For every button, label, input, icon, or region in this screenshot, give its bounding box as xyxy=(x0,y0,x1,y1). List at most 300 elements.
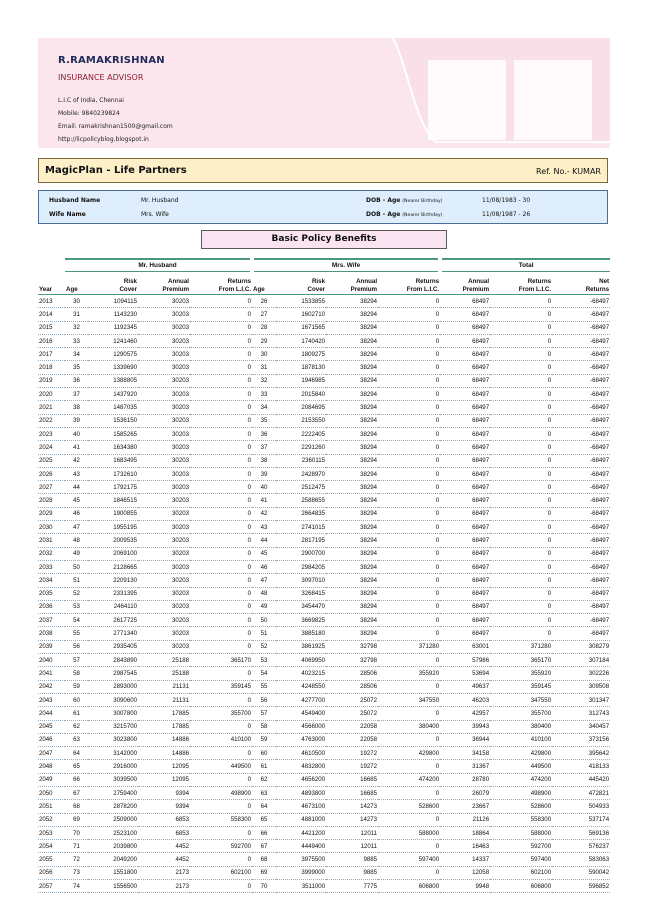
table-row xyxy=(38,680,610,693)
cell-premium-total: 46203 xyxy=(440,693,490,706)
cell-age-husband: 37 xyxy=(65,388,88,401)
cell-risk-cover-wife: 4549400 xyxy=(276,707,326,720)
cell-premium-husband: 17885 xyxy=(138,720,190,733)
cell-returns-husband: 0 xyxy=(190,826,252,839)
cell-age-husband: 68 xyxy=(65,800,88,813)
cell-risk-cover-wife: 2984205 xyxy=(276,560,326,573)
col-year: Year xyxy=(38,272,65,295)
cell-returns-husband: 0 xyxy=(190,614,252,627)
table-row xyxy=(38,547,610,560)
cell-year: 2015 xyxy=(38,321,65,334)
cell-year: 2040 xyxy=(38,654,65,667)
cell-year: 2020 xyxy=(38,388,65,401)
cell-age-husband: 53 xyxy=(65,600,88,613)
cell-net-returns: -68497 xyxy=(552,401,610,414)
cell-premium-wife: 12011 xyxy=(326,840,378,853)
cell-returns-total: 355920 xyxy=(490,667,552,680)
cell-returns-total: 592700 xyxy=(490,840,552,853)
cell-net-returns: 395642 xyxy=(552,747,610,760)
cell-returns-husband: 0 xyxy=(190,295,252,308)
cell-risk-cover-wife: 3669825 xyxy=(276,614,326,627)
cell-risk-cover-wife: 3885180 xyxy=(276,627,326,640)
cell-returns-wife: 0 xyxy=(378,614,440,627)
benefits-table-body xyxy=(38,295,610,893)
cell-returns-wife: 0 xyxy=(378,521,440,534)
cell-premium-husband: 30203 xyxy=(138,348,190,361)
table-row xyxy=(38,866,610,879)
cell-premium-wife: 28506 xyxy=(326,680,378,693)
cell-year: 2053 xyxy=(38,826,65,839)
cell-premium-husband: 30203 xyxy=(138,401,190,414)
cell-year: 2013 xyxy=(38,295,65,308)
cell-premium-husband: 21131 xyxy=(138,680,190,693)
cell-returns-wife: 0 xyxy=(378,481,440,494)
cell-premium-total: 16463 xyxy=(440,840,490,853)
cell-returns-total: 0 xyxy=(490,467,552,480)
cell-premium-total: 68497 xyxy=(440,494,490,507)
cell-premium-total: 68497 xyxy=(440,308,490,321)
cell-returns-total: 0 xyxy=(490,374,552,387)
cell-returns-husband: 355700 xyxy=(190,707,252,720)
cell-premium-total: 68497 xyxy=(440,507,490,520)
cell-premium-husband: 14886 xyxy=(138,747,190,760)
group-header-blank xyxy=(38,259,65,272)
cell-age-wife: 33 xyxy=(252,388,276,401)
cell-age-wife: 40 xyxy=(252,481,276,494)
advisor-website: http://licpolicyblog.blogspot.in xyxy=(58,136,149,143)
cell-returns-total: 0 xyxy=(490,521,552,534)
cell-premium-total: 31367 xyxy=(440,760,490,773)
cell-net-returns: -68497 xyxy=(552,308,610,321)
cell-age-husband: 49 xyxy=(65,547,88,560)
cell-premium-wife: 25072 xyxy=(326,693,378,706)
cell-premium-wife: 38294 xyxy=(326,521,378,534)
cell-net-returns: -68497 xyxy=(552,627,610,640)
cell-age-husband: 48 xyxy=(65,534,88,547)
cell-returns-husband: 0 xyxy=(190,547,252,560)
cell-age-husband: 59 xyxy=(65,680,88,693)
cell-risk-cover-wife: 1602710 xyxy=(276,308,326,321)
cell-premium-husband: 2173 xyxy=(138,866,190,879)
cell-premium-husband: 2173 xyxy=(138,880,190,893)
col-risk-cover-wife: Risk Cover xyxy=(276,272,326,295)
cell-returns-total: 474200 xyxy=(490,773,552,786)
table-row xyxy=(38,361,610,374)
cell-premium-husband: 30203 xyxy=(138,494,190,507)
col-premium-wife: Annual Premium xyxy=(326,272,378,295)
cell-premium-husband: 30203 xyxy=(138,481,190,494)
cell-risk-cover-wife: 4566000 xyxy=(276,720,326,733)
cell-returns-total: 429800 xyxy=(490,747,552,760)
table-row xyxy=(38,295,610,308)
cell-returns-total: 0 xyxy=(490,321,552,334)
cell-returns-wife: 0 xyxy=(378,534,440,547)
cell-year: 2016 xyxy=(38,334,65,347)
cell-year: 2051 xyxy=(38,800,65,813)
header-photo-box-2 xyxy=(514,60,592,140)
cell-risk-cover-wife: 3861925 xyxy=(276,640,326,653)
cell-age-wife: 45 xyxy=(252,547,276,560)
cell-risk-cover-wife: 2741015 xyxy=(276,521,326,534)
cell-returns-wife: 0 xyxy=(378,348,440,361)
cell-risk-cover-wife: 4421200 xyxy=(276,826,326,839)
cell-risk-cover-husband: 2771340 xyxy=(88,627,138,640)
cell-risk-cover-husband: 2128665 xyxy=(88,560,138,573)
cell-returns-husband: 0 xyxy=(190,334,252,347)
cell-returns-total: 0 xyxy=(490,574,552,587)
cell-year: 2028 xyxy=(38,494,65,507)
cell-premium-wife: 38294 xyxy=(326,374,378,387)
cell-returns-wife: 0 xyxy=(378,388,440,401)
cell-net-returns: 373156 xyxy=(552,733,610,746)
cell-returns-husband: 0 xyxy=(190,693,252,706)
cell-returns-total: 498900 xyxy=(490,786,552,799)
cell-risk-cover-wife: 1809275 xyxy=(276,348,326,361)
cell-returns-total: 0 xyxy=(490,388,552,401)
cell-age-husband: 51 xyxy=(65,574,88,587)
cell-returns-total: 528600 xyxy=(490,800,552,813)
cell-risk-cover-wife: 3999000 xyxy=(276,866,326,879)
cell-premium-wife: 19272 xyxy=(326,760,378,773)
cell-returns-total: 0 xyxy=(490,627,552,640)
cell-premium-total: 39943 xyxy=(440,720,490,733)
cell-age-wife: 46 xyxy=(252,560,276,573)
cell-risk-cover-wife: 4881000 xyxy=(276,813,326,826)
col-premium-total: Annual Premium xyxy=(440,272,490,295)
reference-number: Ref. No.- KUMAR xyxy=(536,167,601,176)
cell-age-wife: 42 xyxy=(252,507,276,520)
cell-risk-cover-husband: 3039500 xyxy=(88,773,138,786)
cell-age-wife: 47 xyxy=(252,574,276,587)
cell-returns-wife: 0 xyxy=(378,707,440,720)
cell-age-husband: 36 xyxy=(65,374,88,387)
cell-premium-wife: 38294 xyxy=(326,467,378,480)
cell-premium-wife: 38294 xyxy=(326,600,378,613)
cell-age-husband: 63 xyxy=(65,733,88,746)
cell-returns-husband: 0 xyxy=(190,494,252,507)
cell-premium-total: 68497 xyxy=(440,560,490,573)
cell-age-husband: 31 xyxy=(65,308,88,321)
cell-risk-cover-wife: 1671565 xyxy=(276,321,326,334)
cell-year: 2022 xyxy=(38,414,65,427)
cell-returns-husband: 0 xyxy=(190,587,252,600)
cell-age-husband: 62 xyxy=(65,720,88,733)
table-row xyxy=(38,733,610,746)
cell-year: 2025 xyxy=(38,454,65,467)
cell-premium-total: 68497 xyxy=(440,467,490,480)
cell-year: 2031 xyxy=(38,534,65,547)
cell-premium-total: 49637 xyxy=(440,680,490,693)
cell-age-wife: 65 xyxy=(252,813,276,826)
cell-returns-wife: 0 xyxy=(378,374,440,387)
cell-age-husband: 46 xyxy=(65,507,88,520)
table-row xyxy=(38,826,610,839)
cell-risk-cover-husband: 1094115 xyxy=(88,295,138,308)
cell-age-wife: 63 xyxy=(252,786,276,799)
cell-age-husband: 39 xyxy=(65,414,88,427)
cell-risk-cover-wife: 4656200 xyxy=(276,773,326,786)
cell-premium-husband: 30203 xyxy=(138,614,190,627)
table-row xyxy=(38,534,610,547)
cell-premium-husband: 30203 xyxy=(138,627,190,640)
cell-returns-husband: 0 xyxy=(190,853,252,866)
cell-net-returns: -68497 xyxy=(552,494,610,507)
cell-age-wife: 62 xyxy=(252,773,276,786)
cell-returns-wife: 0 xyxy=(378,574,440,587)
husband-dob-label: DOB - Age (Nearer Birthday) xyxy=(366,197,443,204)
cell-age-husband: 58 xyxy=(65,667,88,680)
cell-net-returns: 307184 xyxy=(552,654,610,667)
cell-age-husband: 44 xyxy=(65,481,88,494)
cell-premium-total: 68497 xyxy=(440,521,490,534)
cell-risk-cover-husband: 1536150 xyxy=(88,414,138,427)
col-age-wife: Age xyxy=(252,272,276,295)
cell-risk-cover-husband: 1585265 xyxy=(88,427,138,440)
cell-net-returns: 301347 xyxy=(552,693,610,706)
table-row xyxy=(38,786,610,799)
table-row xyxy=(38,454,610,467)
cell-returns-total: 0 xyxy=(490,560,552,573)
cell-age-husband: 50 xyxy=(65,560,88,573)
cell-risk-cover-husband: 1339690 xyxy=(88,361,138,374)
cell-net-returns: -68497 xyxy=(552,614,610,627)
cell-net-returns: -68497 xyxy=(552,454,610,467)
cell-returns-wife: 0 xyxy=(378,654,440,667)
cell-premium-total: 23667 xyxy=(440,800,490,813)
cell-age-wife: 43 xyxy=(252,521,276,534)
cell-year: 2026 xyxy=(38,467,65,480)
cell-premium-total: 68497 xyxy=(440,401,490,414)
cell-premium-wife: 16685 xyxy=(326,773,378,786)
cell-age-husband: 71 xyxy=(65,840,88,853)
table-row xyxy=(38,374,610,387)
cell-returns-wife: 474200 xyxy=(378,773,440,786)
cell-year: 2047 xyxy=(38,747,65,760)
cell-premium-wife: 12011 xyxy=(326,826,378,839)
cell-premium-husband: 6853 xyxy=(138,826,190,839)
cell-returns-total: 588000 xyxy=(490,826,552,839)
cell-returns-total: 558300 xyxy=(490,813,552,826)
cell-returns-total: 0 xyxy=(490,441,552,454)
cell-returns-husband: 0 xyxy=(190,374,252,387)
cell-premium-husband: 30203 xyxy=(138,640,190,653)
cell-premium-total: 18864 xyxy=(440,826,490,839)
cell-net-returns: 537174 xyxy=(552,813,610,826)
cell-premium-total: 68497 xyxy=(440,321,490,334)
cell-net-returns: 302226 xyxy=(552,667,610,680)
cell-year: 2034 xyxy=(38,574,65,587)
table-row xyxy=(38,494,610,507)
cell-risk-cover-husband: 1634380 xyxy=(88,441,138,454)
cell-returns-husband: 0 xyxy=(190,441,252,454)
cell-premium-husband: 4452 xyxy=(138,853,190,866)
cell-returns-husband: 410100 xyxy=(190,733,252,746)
cell-risk-cover-husband: 2617725 xyxy=(88,614,138,627)
cell-returns-total: 410100 xyxy=(490,733,552,746)
cell-risk-cover-husband: 2039800 xyxy=(88,840,138,853)
cell-premium-husband: 30203 xyxy=(138,321,190,334)
cell-age-wife: 56 xyxy=(252,693,276,706)
cell-premium-husband: 6853 xyxy=(138,813,190,826)
table-row xyxy=(38,401,610,414)
cell-returns-total: 380400 xyxy=(490,720,552,733)
cell-returns-wife: 371280 xyxy=(378,640,440,653)
cell-returns-wife: 0 xyxy=(378,454,440,467)
cell-net-returns: -68497 xyxy=(552,507,610,520)
cell-risk-cover-wife: 2664835 xyxy=(276,507,326,520)
cell-returns-husband: 0 xyxy=(190,560,252,573)
cell-net-returns: 576237 xyxy=(552,840,610,853)
cell-age-wife: 41 xyxy=(252,494,276,507)
cell-premium-wife: 38294 xyxy=(326,334,378,347)
cell-age-wife: 69 xyxy=(252,866,276,879)
cell-premium-wife: 38294 xyxy=(326,534,378,547)
cell-age-wife: 54 xyxy=(252,667,276,680)
cell-returns-husband: 0 xyxy=(190,388,252,401)
cell-returns-husband: 0 xyxy=(190,720,252,733)
cell-premium-total: 68497 xyxy=(440,441,490,454)
cell-premium-total: 68497 xyxy=(440,374,490,387)
cell-risk-cover-wife: 3097010 xyxy=(276,574,326,587)
cell-risk-cover-wife: 4248550 xyxy=(276,680,326,693)
cell-premium-husband: 30203 xyxy=(138,295,190,308)
cell-premium-husband: 30203 xyxy=(138,507,190,520)
col-returns-husband: Returns From L.I.C. xyxy=(190,272,252,295)
cell-premium-husband: 21131 xyxy=(138,693,190,706)
cell-premium-total: 68497 xyxy=(440,587,490,600)
cell-age-wife: 60 xyxy=(252,747,276,760)
cell-net-returns: 590042 xyxy=(552,866,610,879)
cell-premium-husband: 30203 xyxy=(138,454,190,467)
cell-age-wife: 59 xyxy=(252,733,276,746)
cell-age-wife: 38 xyxy=(252,454,276,467)
cell-net-returns: -68497 xyxy=(552,414,610,427)
cell-returns-total: 371280 xyxy=(490,640,552,653)
table-row xyxy=(38,560,610,573)
table-row xyxy=(38,388,610,401)
cell-age-wife: 66 xyxy=(252,826,276,839)
cell-risk-cover-husband: 2331395 xyxy=(88,587,138,600)
column-header-row xyxy=(38,272,610,295)
cell-net-returns: -68497 xyxy=(552,441,610,454)
cell-premium-wife: 22058 xyxy=(326,733,378,746)
cell-age-husband: 41 xyxy=(65,441,88,454)
cell-premium-total: 68497 xyxy=(440,427,490,440)
cell-age-husband: 60 xyxy=(65,693,88,706)
cell-net-returns: 418133 xyxy=(552,760,610,773)
insured-details xyxy=(38,190,608,224)
cell-risk-cover-wife: 4610500 xyxy=(276,747,326,760)
cell-age-husband: 45 xyxy=(65,494,88,507)
cell-returns-husband: 0 xyxy=(190,773,252,786)
cell-year: 2043 xyxy=(38,693,65,706)
cell-age-husband: 40 xyxy=(65,427,88,440)
cell-risk-cover-husband: 1241460 xyxy=(88,334,138,347)
cell-risk-cover-wife: 4893800 xyxy=(276,786,326,799)
cell-premium-husband: 30203 xyxy=(138,467,190,480)
cell-risk-cover-husband: 1290575 xyxy=(88,348,138,361)
cell-premium-husband: 30203 xyxy=(138,534,190,547)
cell-returns-wife: 0 xyxy=(378,334,440,347)
cell-premium-husband: 12095 xyxy=(138,773,190,786)
cell-returns-wife: 0 xyxy=(378,361,440,374)
cell-risk-cover-husband: 2464110 xyxy=(88,600,138,613)
cell-risk-cover-husband: 3215700 xyxy=(88,720,138,733)
cell-net-returns: 472821 xyxy=(552,786,610,799)
table-row xyxy=(38,587,610,600)
benefits-table-wrapper xyxy=(38,258,610,893)
cell-risk-cover-husband: 2935405 xyxy=(88,640,138,653)
cell-net-returns: -68497 xyxy=(552,388,610,401)
cell-risk-cover-husband: 1556500 xyxy=(88,880,138,893)
cell-premium-total: 68497 xyxy=(440,600,490,613)
cell-year: 2014 xyxy=(38,308,65,321)
table-row xyxy=(38,627,610,640)
cell-year: 2042 xyxy=(38,680,65,693)
cell-returns-wife: 0 xyxy=(378,467,440,480)
cell-year: 2018 xyxy=(38,361,65,374)
cell-age-husband: 70 xyxy=(65,826,88,839)
cell-premium-husband: 9394 xyxy=(138,800,190,813)
cell-year: 2037 xyxy=(38,614,65,627)
cell-risk-cover-wife: 2900700 xyxy=(276,547,326,560)
cell-age-wife: 49 xyxy=(252,600,276,613)
cell-net-returns: 340457 xyxy=(552,720,610,733)
cell-age-husband: 35 xyxy=(65,361,88,374)
cell-premium-wife: 38294 xyxy=(326,361,378,374)
cell-risk-cover-husband: 2209130 xyxy=(88,574,138,587)
cell-premium-total: 68497 xyxy=(440,454,490,467)
table-row xyxy=(38,334,610,347)
cell-premium-total: 34158 xyxy=(440,747,490,760)
cell-age-wife: 36 xyxy=(252,427,276,440)
cell-net-returns: 504933 xyxy=(552,800,610,813)
cell-risk-cover-husband: 2893000 xyxy=(88,680,138,693)
cell-year: 2055 xyxy=(38,853,65,866)
wife-dob-age: 11/08/1987 - 26 xyxy=(482,211,531,218)
cell-premium-total: 63001 xyxy=(440,640,490,653)
cell-premium-wife: 9885 xyxy=(326,866,378,879)
cell-returns-husband: 0 xyxy=(190,667,252,680)
group-header-wife: Mrs. Wife xyxy=(252,259,440,272)
cell-premium-total: 68497 xyxy=(440,334,490,347)
cell-age-wife: 58 xyxy=(252,720,276,733)
cell-risk-cover-husband: 1551800 xyxy=(88,866,138,879)
cell-risk-cover-husband: 1388805 xyxy=(88,374,138,387)
cell-returns-wife: 0 xyxy=(378,627,440,640)
cell-year: 2017 xyxy=(38,348,65,361)
cell-risk-cover-wife: 4023215 xyxy=(276,667,326,680)
advisor-company: L.I.C of India, Chennai xyxy=(58,97,124,104)
table-row xyxy=(38,481,610,494)
cell-risk-cover-wife: 2222405 xyxy=(276,427,326,440)
cell-premium-wife: 22058 xyxy=(326,720,378,733)
cell-year: 2023 xyxy=(38,427,65,440)
cell-returns-wife: 0 xyxy=(378,427,440,440)
cell-premium-wife: 38294 xyxy=(326,308,378,321)
cell-premium-total: 42957 xyxy=(440,707,490,720)
advisor-header xyxy=(38,38,610,148)
cell-age-wife: 30 xyxy=(252,348,276,361)
cell-net-returns: -68497 xyxy=(552,560,610,573)
cell-returns-wife: 0 xyxy=(378,840,440,853)
cell-risk-cover-wife: 3975500 xyxy=(276,853,326,866)
cell-age-wife: 34 xyxy=(252,401,276,414)
cell-premium-total: 68497 xyxy=(440,295,490,308)
cell-premium-husband: 4452 xyxy=(138,840,190,853)
cell-premium-wife: 14273 xyxy=(326,813,378,826)
cell-risk-cover-husband: 3023800 xyxy=(88,733,138,746)
